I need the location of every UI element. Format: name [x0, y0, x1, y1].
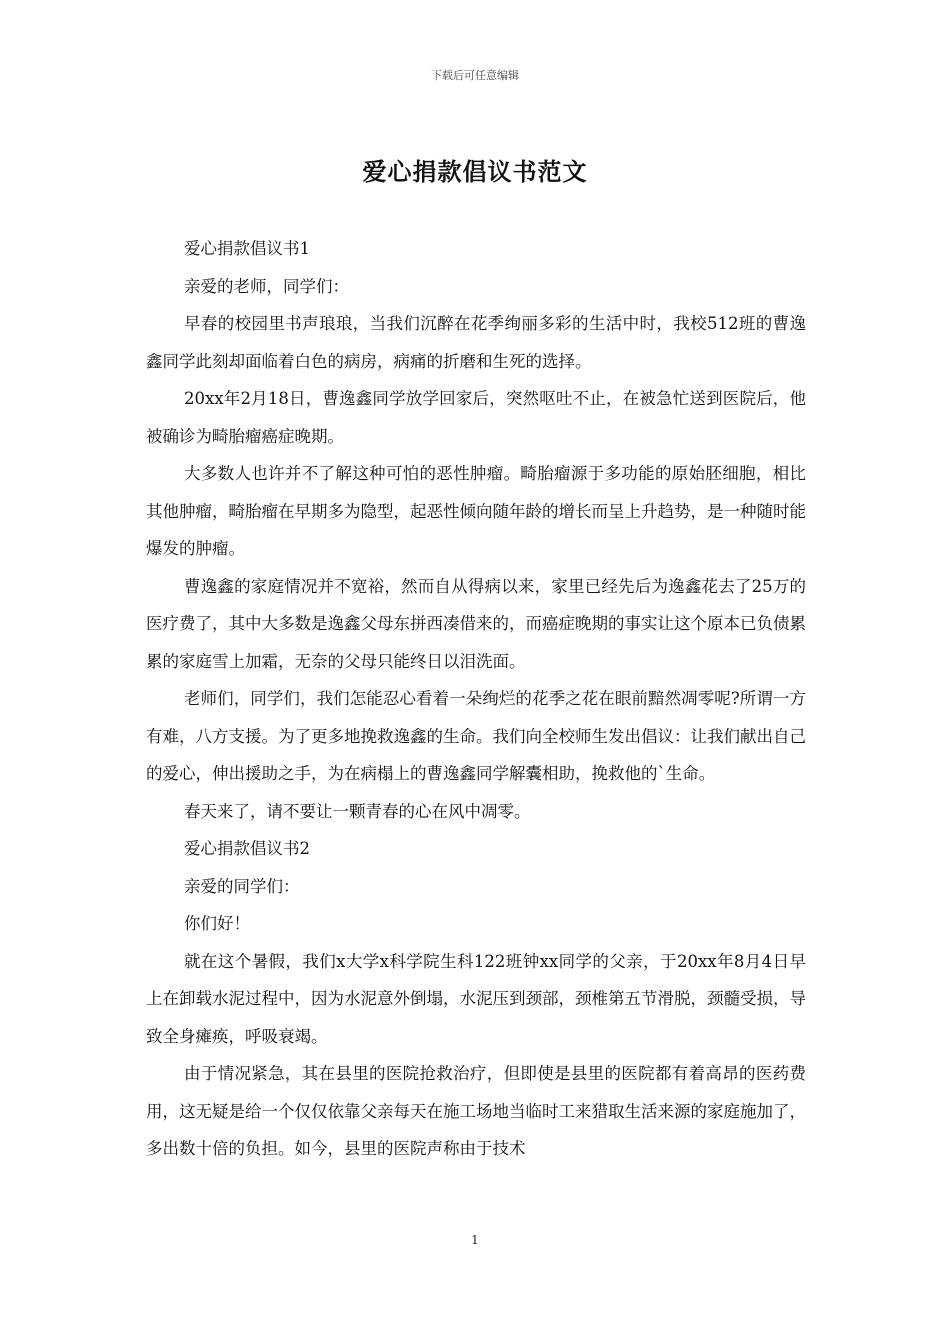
section-heading-2: 爱心捐款倡议书2 [184, 839, 310, 858]
greeting: 你们好！ [184, 914, 250, 933]
body-paragraph: 老师们，同学们，我们怎能忍心看着一朵绚烂的花季之花在眼前黯然凋零呢?所谓一方有难，八方支援。为了更多地挽救逸鑫的生命。我们向全校师生发出倡议：让我们献出自己的爱心，伸出援助之手，为在病榻上的曹逸鑫同学解囊相助，挽救他的`生命。 [146, 689, 806, 783]
body-paragraph: 曹逸鑫的家庭情况并不宽裕，然而自从得病以来，家里已经先后为逸鑫花去了25万的医疗费了，其中大多数是逸鑫父母东拼西凑借来的，而癌症晚期的事实让这个原本已负债累累的家庭雪上加霜，无奈的父母只能终日以泪洗面。 [146, 576, 806, 671]
body-paragraph: 春天来了，请不要让一颗青春的心在风中凋零。 [184, 801, 531, 821]
document-title: 爱心捐款倡议书范文 [362, 157, 588, 186]
body-paragraph: 大多数人也许并不了解这种可怕的恶性肿瘤。畸胎瘤源于多功能的原始胚细胞，相比其他肿瘤，畸胎瘤在早期多为隐型，起恶性倾向随年龄的增长而呈上升趋势，是一种随时能爆发的肿瘤。 [146, 464, 806, 558]
body-paragraph: 就在这个暑假，我们x大学x科学院生科122班钟xx同学的父亲，于20xx年8月4日早上在卸载水泥过程中，因为水泥意外倒塌，水泥压到颈部，颈椎第五节滑脱，颈髓受损，导致全身瘫痪，呼吸衰竭。 [146, 951, 806, 1046]
document-body [146, 230, 806, 1168]
section-heading-1: 爱心捐款倡议书1 [184, 239, 310, 258]
salutation-2: 亲爱的同学们： [184, 876, 300, 896]
body-paragraph: 由于情况紧急，其在县里的医院抢救治疗，但即使是县里的医院都有着高昂的医药费用，这无疑是给一个仅仅依靠父亲每天在施工场地当临时工来猎取生活来源的家庭施加了，多出数十倍的负担。如今，县里的医院声称由于技术 [146, 1064, 806, 1158]
page-number: 1 [471, 1233, 479, 1247]
header-note: 下载后可任意编辑 [431, 69, 519, 82]
salutation-1: 亲爱的老师，同学们： [184, 276, 349, 296]
body-paragraph: 20xx年2月18日，曹逸鑫同学放学回家后，突然呕吐不止，在被急忙送到医院后，他被确诊为畸胎瘤癌症晚期。 [146, 389, 806, 446]
body-paragraph: 早春的校园里书声琅琅，当我们沉醉在花季绚丽多彩的生活中时，我校512班的曹逸鑫同学此刻却面临着白色的病房，病痛的折磨和生死的选择。 [146, 314, 806, 371]
